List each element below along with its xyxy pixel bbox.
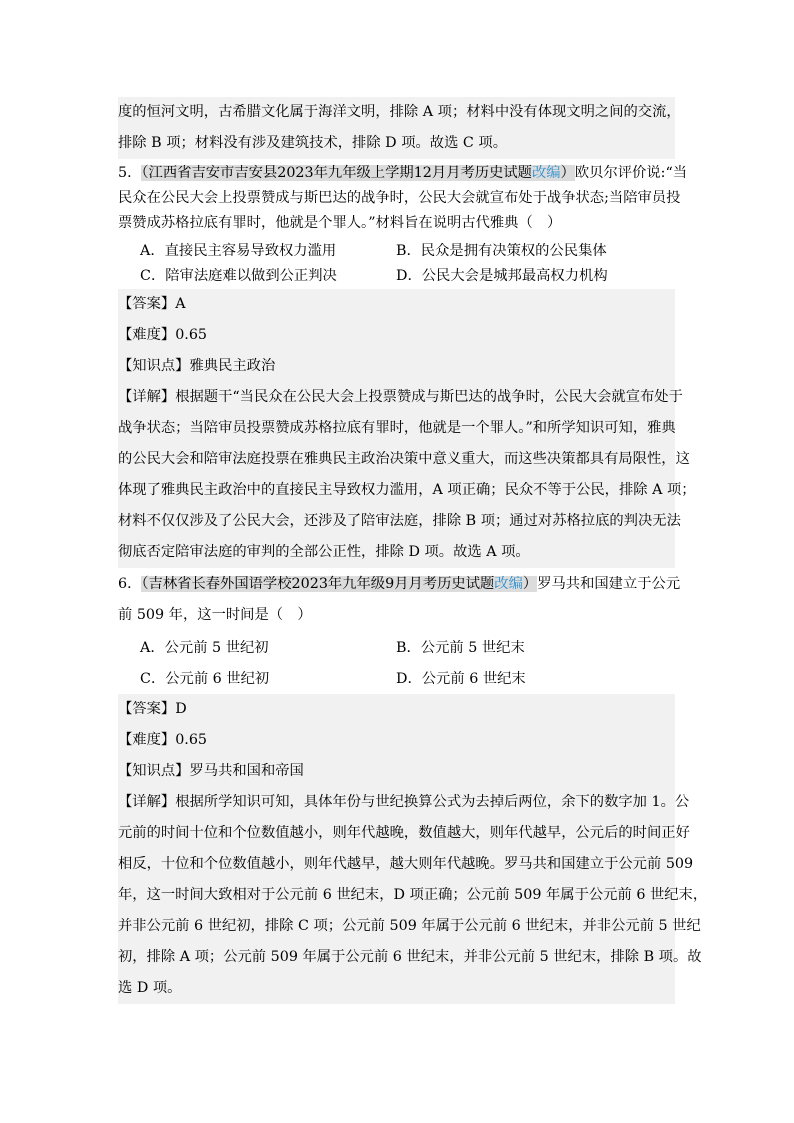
detail-row: 【详解】根据所学知识可知，具体年份与世纪换算公式为去掉后两位，余下的数字加 1。公 (118, 787, 675, 818)
option-b: B．公元前 5 世纪末 (396, 640, 525, 656)
knowledge-value: 雅典民主政治 (189, 358, 276, 374)
answer-value: D (175, 701, 187, 717)
detail-line: 战争状态；当陪审员投票赞成苏格拉底有罪时，他就是一个罪人。”和所学知识可知，雅典 (118, 413, 675, 444)
difficulty-row: 【难度】0.65 (118, 725, 675, 756)
detail-line: 并非公元前 6 世纪初，排除 C 项；公元前 509 年属于公元前 6 世纪末，并非公元前 5 世纪 (118, 911, 675, 942)
question-number: 5． (118, 165, 142, 181)
detail-line: 年，这一时间大致相对于公元前 6 世纪末，D 项正确；公元前 509 年属于公元前 6 世纪末， (118, 880, 675, 911)
detail-line: 体现了雅典民主政治中的直接民主导致权力滥用，A 项正确；民众不等于公民，排除 A 项； (118, 475, 675, 506)
question-source: （江西省吉安市吉安县2023年九年级上学期12月月考历史试题改编） (141, 165, 575, 181)
detail-line: 初，排除 A 项；公元前 509 年属于公元前 6 世纪末，并非公元前 5 世纪末，排除 B 项。故 (118, 942, 675, 973)
detail-row: 【详解】根据题干“当民众在公民大会上投票赞成与斯巴达的战争时，公民大会就宣布处于 (118, 382, 675, 413)
answer-row: 【答案】A (118, 289, 675, 320)
detail-line: 选 D 项。 (118, 973, 675, 1004)
option-d: D．公元前 6 世纪末 (396, 671, 526, 687)
option-b: B．民众是拥有决策权的公民集体 (396, 243, 607, 259)
option-d: D．公民大会是城邦最高权力机构 (396, 268, 608, 284)
edit-mark: 改编 (531, 165, 561, 181)
detail-line: 相反，十位和个位数值越小，则年代越早，越大则年代越晚。罗马共和国建立于公元前 509 (118, 849, 675, 880)
question-stem: 欧贝尔评价说:“当 (574, 165, 688, 181)
option-c: C．公元前 6 世纪初 (140, 671, 270, 687)
detail-line: 材料不仅仅涉及了公民大会，还涉及了陪审法庭，排除 B 项；通过对苏格拉底的判决无法 (118, 506, 675, 537)
knowledge-row: 【知识点】雅典民主政治 (118, 351, 675, 382)
option-c: C．陪审法庭难以做到公正判决 (140, 268, 337, 284)
detail-line: 排除 B 项；材料没有涉及建筑技术，排除 D 项。故选 C 项。 (118, 128, 675, 159)
question-6-line-1 (118, 569, 681, 600)
question-number: 6． (118, 576, 142, 592)
detail-line: 元前的时间十位和个位数值越小，则年代越晚，数值越大，则年代越早，公元后的时间正好 (118, 818, 675, 849)
difficulty-row: 【难度】0.65 (118, 320, 675, 351)
detail-line: 度的恒河文明，古希腊文化属于海洋文明，排除 A 项；材料中没有体现文明之间的交流， (118, 97, 675, 128)
knowledge-row: 【知识点】罗马共和国和帝国 (118, 756, 675, 787)
knowledge-value: 罗马共和国和帝国 (189, 763, 304, 779)
question-stem-line: 民众在公民大会上投票赞成与斯巴达的战争时，公民大会就宣布处于战争状态;当陪审员投 (118, 190, 681, 206)
answer-value: A (175, 296, 186, 312)
option-a: A．直接民主容易导致权力滥用 (140, 243, 337, 259)
option-a: A．公元前 5 世纪初 (140, 640, 269, 656)
question-source: （吉林省长春外国语学校2023年九年级9月月考历史试题改编） (141, 576, 538, 592)
detail-line: 彻底否定陪审法庭的审判的全部公正性，排除 D 项。故选 A 项。 (118, 537, 675, 568)
question-stem: 罗马共和国建立于公元 (537, 576, 681, 592)
answer-row: 【答案】D (118, 694, 675, 725)
difficulty-value: 0.65 (175, 732, 208, 748)
question-stem-line: 票赞成苏格拉底有罪时，他就是个罪人。”材料旨在说明古代雅典（ ） (118, 215, 562, 231)
question-stem-line: 前 509 年，这一时间是（ ） (118, 607, 312, 623)
detail-line: 的公民大会和陪审法庭投票在雅典民主政治决策中意义重大，而这些决策都具有局限性，这 (118, 444, 675, 475)
edit-mark: 改编 (494, 576, 523, 592)
difficulty-value: 0.65 (175, 327, 208, 343)
